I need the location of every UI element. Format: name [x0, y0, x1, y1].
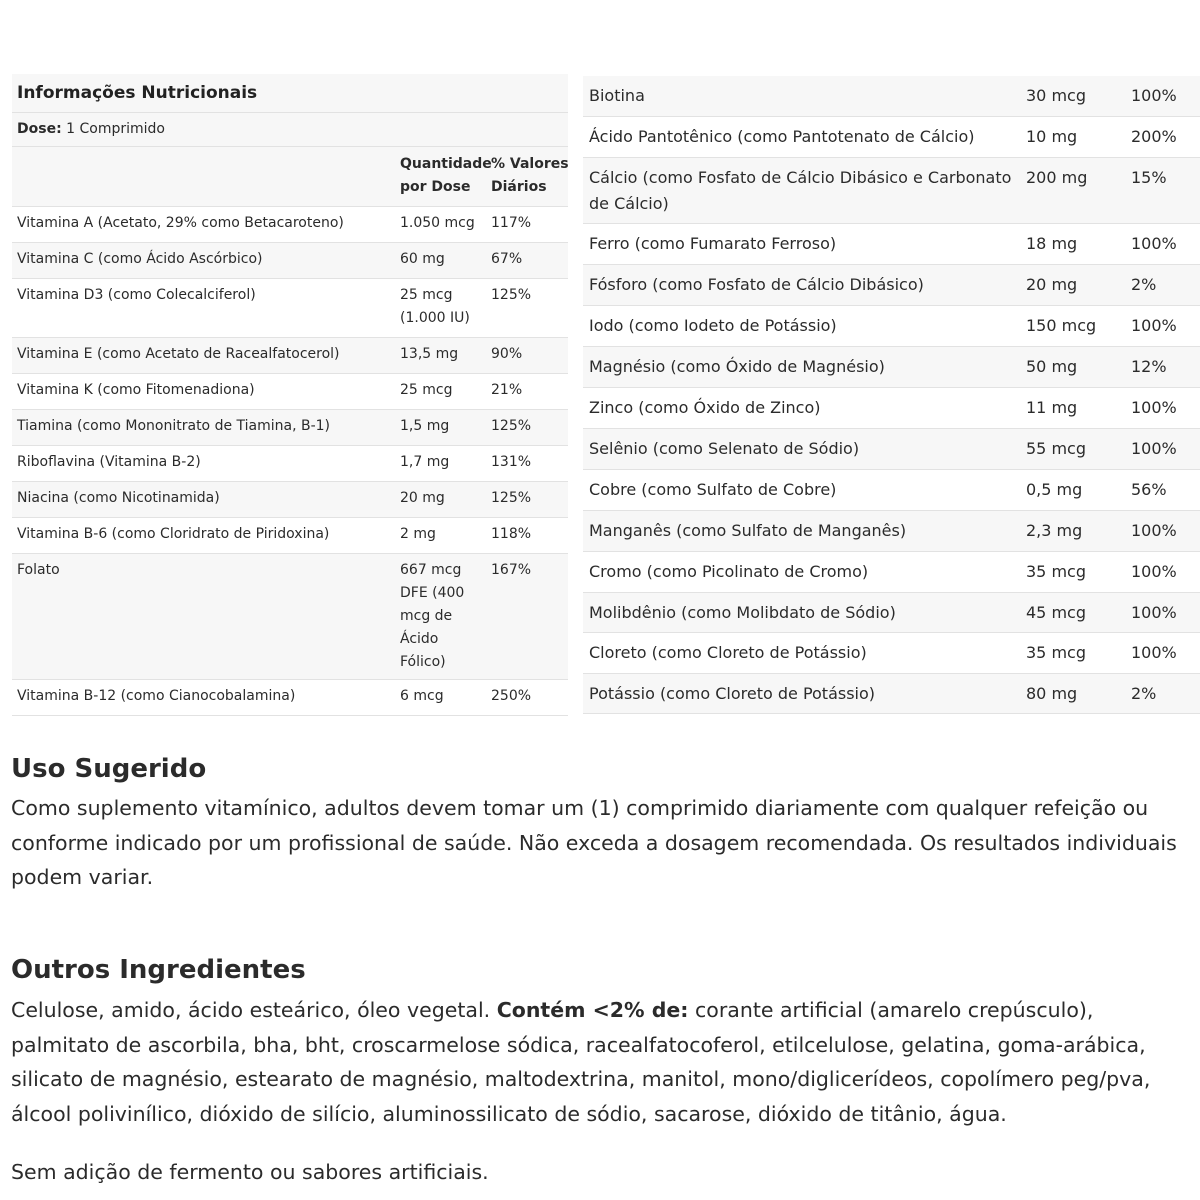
- table-row: [583, 633, 1200, 674]
- nutrient-daily-value: 100%: [1131, 316, 1177, 335]
- nutrient-quantity: 11 mg: [1026, 398, 1078, 417]
- usage-text: Como suplemento vitamínico, adultos devem tomar um (1) comprimido diariamente com qualquer refeição ou conforme indicado por um profissional de saúde. Não exceda a dosagem recomendada. Os resultados individuais podem variar.: [11, 796, 1177, 889]
- table-row: [583, 347, 1200, 388]
- nutrient-daily-value: 100%: [1131, 562, 1177, 581]
- nutrient-quantity: 150 mcg: [1026, 316, 1097, 335]
- table-row: [12, 279, 568, 338]
- nutrient-name: Molibdênio (como Molibdato de Sódio): [589, 603, 896, 622]
- nutrition-table-left: [12, 74, 568, 716]
- table-row: [583, 388, 1200, 429]
- nutrient-name: Potássio (como Cloreto de Potássio): [589, 684, 876, 703]
- nutrient-name: Magnésio (como Óxido de Magnésio): [589, 357, 885, 376]
- nutrient-name: Riboflavina (Vitamina B-2): [17, 454, 201, 470]
- ingredients-text: [11, 993, 1196, 1131]
- nutrient-quantity: 30 mcg: [1026, 86, 1086, 105]
- nutrition-title: Informações Nutricionais: [12, 74, 568, 113]
- table-row: [583, 511, 1200, 552]
- nutrient-daily-value: 100%: [1131, 398, 1177, 417]
- left-rows: [12, 207, 568, 716]
- nutrient-daily-value: 250%: [491, 688, 532, 704]
- nutrient-name: Niacina (como Nicotinamida): [17, 490, 220, 506]
- nutrient-daily-value: 100%: [1131, 643, 1177, 662]
- ingredients-text-start: Celulose, amido, ácido esteárico, óleo vegetal.: [11, 998, 497, 1022]
- nutrient-quantity: 10 mg: [1026, 127, 1078, 146]
- nutrient-quantity: 6 mcg: [400, 688, 444, 704]
- nutrient-daily-value: 67%: [491, 251, 523, 267]
- ingredients-note: Sem adição de fermento ou sabores artificiais.: [11, 1160, 489, 1184]
- table-row: [12, 338, 568, 374]
- nutrient-quantity: 667 mcg DFE (400 mcg de Ácido Fólico): [400, 562, 465, 670]
- table-row: [583, 117, 1200, 158]
- nutrient-daily-value: 167%: [491, 562, 532, 578]
- nutrient-quantity: 35 mcg: [1026, 643, 1086, 662]
- nutrient-name: Cálcio (como Fosfato de Cálcio Dibásico e Carbonato de Cálcio): [589, 168, 1012, 213]
- nutrient-daily-value: 117%: [491, 215, 532, 231]
- table-header: [12, 147, 568, 207]
- nutrient-daily-value: 56%: [1131, 480, 1167, 499]
- nutrient-daily-value: 100%: [1131, 234, 1177, 253]
- nutrient-name: Vitamina B-6 (como Cloridrato de Piridoxina): [17, 526, 330, 542]
- nutrient-quantity: 80 mg: [1026, 684, 1078, 703]
- ingredients-title: Outros Ingredientes: [11, 955, 306, 985]
- nutrient-name: Vitamina K (como Fitomenadiona): [17, 382, 255, 398]
- table-row: [12, 410, 568, 446]
- nutrient-quantity: 2,3 mg: [1026, 521, 1083, 540]
- nutrient-name: Vitamina C (como Ácido Ascórbico): [17, 251, 263, 267]
- nutrient-daily-value: 2%: [1131, 684, 1157, 703]
- usage-title: Uso Sugerido: [11, 754, 207, 784]
- nutrient-quantity: 55 mcg: [1026, 439, 1086, 458]
- nutrient-quantity: 35 mcg: [1026, 562, 1086, 581]
- table-row: [583, 265, 1200, 306]
- nutrient-quantity: 13,5 mg: [400, 346, 459, 362]
- nutrient-name: Cobre (como Sulfato de Cobre): [589, 480, 837, 499]
- table-row: [583, 76, 1200, 117]
- nutrient-daily-value: 21%: [491, 382, 523, 398]
- nutrient-quantity: 18 mg: [1026, 234, 1078, 253]
- dose-value: 1 Comprimido: [61, 121, 165, 137]
- nutrient-quantity: 1.050 mcg: [400, 215, 475, 231]
- nutrition-table-right: [583, 76, 1200, 714]
- table-row: [583, 306, 1200, 347]
- nutrient-name: Folato: [17, 562, 60, 578]
- table-row: [583, 429, 1200, 470]
- dose-label: Dose:: [17, 121, 62, 137]
- nutrient-quantity: 60 mg: [400, 251, 445, 267]
- nutrient-name: Vitamina A (Acetato, 29% como Betacaroteno): [17, 215, 344, 231]
- nutrient-daily-value: 118%: [491, 526, 532, 542]
- nutrient-daily-value: 90%: [491, 346, 523, 362]
- nutrient-quantity: 20 mg: [1026, 275, 1078, 294]
- nutrient-daily-value: 2%: [1131, 275, 1157, 294]
- table-row: [583, 470, 1200, 511]
- ingredients-text-rest: corante artificial (amarelo crepúsculo), palmitato de ascorbila, bha, bht, croscarmelose sódica, racealfatocoferol, etilcelulose, gelatina, goma-arábica, silicato de magnésio, estearato de magnésio, maltodextrina, manitol, mono/diglicerídeos, copolímero peg/pva, álcool polivinílico, dióxido de silício, aluminossilicato de sódio, sacarose, dióxido de titânio, água.: [11, 998, 1151, 1126]
- nutrient-quantity: 45 mcg: [1026, 603, 1086, 622]
- table-row: [12, 207, 568, 243]
- nutrient-name: Ácido Pantotênico (como Pantotenato de Cálcio): [589, 127, 975, 146]
- table-row: [12, 243, 568, 279]
- nutrient-name: Vitamina E (como Acetato de Racealfatocerol): [17, 346, 340, 362]
- ingredients-bold-label: Contém <2% de:: [496, 998, 689, 1022]
- nutrient-quantity: 0,5 mg: [1026, 480, 1083, 499]
- nutrient-daily-value: 100%: [1131, 86, 1177, 105]
- nutrient-quantity: 50 mg: [1026, 357, 1078, 376]
- nutrient-name: Selênio (como Selenato de Sódio): [589, 439, 860, 458]
- table-row: [583, 158, 1200, 224]
- table-row: [583, 593, 1200, 633]
- table-row: [12, 554, 568, 680]
- nutrient-daily-value: 200%: [1131, 127, 1177, 146]
- nutrient-name: Cloreto (como Cloreto de Potássio): [589, 643, 867, 662]
- nutrient-quantity: 2 mg: [400, 526, 436, 542]
- nutrient-daily-value: 12%: [1131, 357, 1167, 376]
- nutrient-daily-value: 125%: [491, 418, 532, 434]
- nutrient-daily-value: 100%: [1131, 439, 1177, 458]
- nutrient-name: Cromo (como Picolinato de Cromo): [589, 562, 869, 581]
- table-row: [583, 674, 1200, 714]
- column-header-daily-value: % Valores Diários: [491, 156, 569, 195]
- nutrient-daily-value: 100%: [1131, 521, 1177, 540]
- nutrient-name: Vitamina D3 (como Colecalciferol): [17, 287, 256, 303]
- dose-line: [12, 113, 568, 147]
- table-row: [583, 224, 1200, 265]
- nutrient-name: Iodo (como Iodeto de Potássio): [589, 316, 837, 335]
- nutrient-daily-value: 125%: [491, 287, 532, 303]
- table-row: [12, 680, 568, 716]
- nutrient-daily-value: 125%: [491, 490, 532, 506]
- nutrient-quantity: 200 mg: [1026, 168, 1088, 187]
- table-row: [12, 446, 568, 482]
- nutrient-daily-value: 131%: [491, 454, 532, 470]
- nutrient-quantity: 1,5 mg: [400, 418, 450, 434]
- nutrient-quantity: 20 mg: [400, 490, 445, 506]
- table-row: [583, 552, 1200, 593]
- nutrient-name: Ferro (como Fumarato Ferroso): [589, 234, 837, 253]
- nutrient-daily-value: 15%: [1131, 168, 1167, 187]
- nutrient-daily-value: 100%: [1131, 603, 1177, 622]
- nutrient-quantity: 25 mcg (1.000 IU): [400, 287, 470, 326]
- nutrient-name: Zinco (como Óxido de Zinco): [589, 398, 821, 417]
- nutrient-name: Manganês (como Sulfato de Manganês): [589, 521, 907, 540]
- nutrient-name: Vitamina B-12 (como Cianocobalamina): [17, 688, 296, 704]
- nutrient-quantity: 1,7 mg: [400, 454, 450, 470]
- table-row: [12, 374, 568, 410]
- table-row: [12, 482, 568, 518]
- nutrient-name: Biotina: [589, 86, 645, 105]
- table-row: [12, 518, 568, 554]
- column-header-quantity: Quantidade por Dose: [400, 156, 492, 195]
- nutrient-name: Tiamina (como Mononitrato de Tiamina, B-1): [17, 418, 331, 434]
- nutrient-quantity: 25 mcg: [400, 382, 453, 398]
- nutrient-name: Fósforo (como Fosfato de Cálcio Dibásico): [589, 275, 924, 294]
